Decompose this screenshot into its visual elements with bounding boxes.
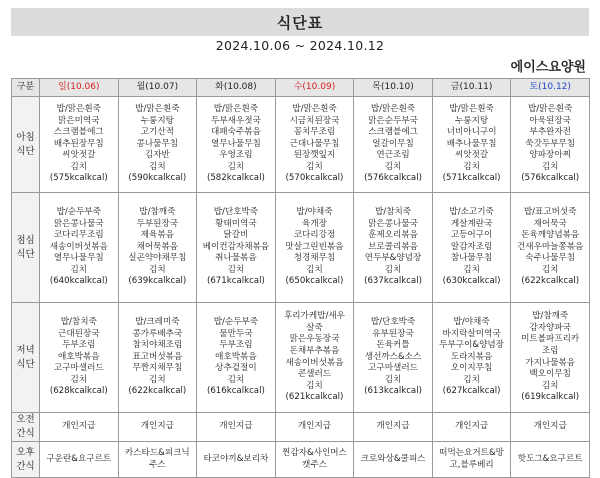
day-header: 월(10.07)	[118, 79, 197, 97]
meal-cell	[511, 442, 590, 478]
menu-item: 두부된장국	[136, 218, 179, 229]
menu-item: 김치	[384, 264, 402, 275]
menu-item: 김치	[541, 161, 559, 172]
menu-item: 맑은미역국	[58, 115, 100, 126]
day-header-row	[12, 79, 590, 97]
menu-item: 배추나물무침	[446, 138, 497, 149]
menu-item: 씨앗젓갈	[62, 150, 96, 161]
menu-item: 스크램블에그	[53, 127, 104, 138]
menu-item: 밥/표고버섯죽	[523, 206, 577, 217]
meal-row-label	[12, 193, 40, 303]
menu-item: 두부조림	[219, 340, 253, 351]
meal-row-label	[12, 303, 40, 413]
menu-item: (616kcalkcal)	[206, 386, 265, 397]
menu-item: 닭갈비	[223, 230, 249, 241]
meal-cell	[118, 442, 197, 478]
menu-item: 밥/참치죽	[60, 316, 97, 327]
menu-item: 너비아니구이	[446, 127, 497, 138]
menu-item: 김치	[541, 264, 559, 275]
menu-item: 코다리무조림	[53, 230, 104, 241]
menu-item: 두부조림	[62, 340, 96, 351]
menu-item: 밥/단호박죽	[213, 206, 259, 217]
menu-item: 맑은우동장국	[289, 334, 340, 345]
menu-item: 배추된장무침	[53, 138, 104, 149]
meal-row-lunch	[12, 193, 590, 303]
menu-item: 김치	[306, 161, 323, 172]
meal-cell	[354, 97, 433, 193]
menu-item: (582kcalkcal)	[206, 173, 265, 184]
menu-item: 숙주나물무침	[525, 253, 576, 264]
meal-row-label-line: 간식	[16, 428, 35, 439]
menu-item: 김치	[463, 374, 480, 385]
meal-cell	[511, 303, 590, 413]
menu-item: 고구마샐러드	[53, 363, 104, 374]
menu-item: 연근조림	[376, 150, 410, 161]
meal-row-label-line: 저녁	[16, 344, 35, 356]
meal-table-body	[12, 97, 590, 478]
menu-item: 김치	[541, 380, 559, 391]
menu-item: 카스타드&피크닉	[124, 447, 190, 458]
menu-item: 맑은콩나물국	[368, 218, 418, 229]
menu-item: 근대나물무침	[289, 138, 340, 149]
menu-item: 밥/맑은흰죽	[370, 103, 416, 114]
meal-cell	[275, 413, 354, 442]
menu-item: 김치	[384, 374, 402, 385]
menu-item: 새송이버섯볶음	[49, 241, 108, 252]
menu-item: 고,블루베리	[449, 459, 494, 470]
menu-item: 얼갈이무침	[372, 138, 414, 149]
menu-item: 제육볶음	[140, 230, 174, 241]
menu-item: 황태미역국	[215, 218, 257, 229]
menu-item: 애호박볶음	[215, 351, 257, 362]
menu-item: (628kcalkcal)	[49, 386, 108, 397]
menu-item: 씨앗젓갈	[454, 150, 489, 161]
meal-cell	[432, 442, 511, 478]
meal-cell	[275, 97, 354, 193]
menu-item: (640kcalkcal)	[49, 276, 108, 287]
menu-item: 고기산적	[140, 127, 174, 138]
organization-name: 에이스요양원	[510, 60, 586, 75]
menu-item: 후리가케밥/새우	[283, 311, 345, 322]
menu-item: 아욱된장국	[529, 115, 571, 126]
menu-item: (590kcalkcal)	[128, 173, 187, 184]
menu-item: 백오이무침	[529, 369, 571, 380]
menu-item: 연두부&양념장	[364, 253, 422, 264]
menu-item: 김치	[149, 264, 166, 275]
menu-item: 김치	[227, 264, 245, 275]
meal-cell	[118, 303, 197, 413]
menu-item: 밥/순두부죽	[56, 206, 101, 217]
meal-row-label-line: 점심	[16, 234, 35, 246]
menu-item: 참나물무침	[450, 253, 493, 264]
menu-item: 김치	[306, 380, 323, 391]
menu-item: 생선까스&소스	[364, 351, 422, 362]
menu-item: 스크램블에그	[368, 127, 418, 138]
meal-cell	[40, 193, 119, 303]
meal-cell	[275, 303, 354, 413]
menu-item: 맑은순두부국	[368, 115, 418, 126]
day-header: 수(10.09)	[275, 79, 354, 97]
menu-item: 알감자조림	[450, 241, 493, 252]
menu-item: 쑥갓두부무침	[525, 138, 576, 149]
meal-row-dinner	[12, 303, 590, 413]
menu-item: 대패숙주볶음	[211, 127, 261, 138]
menu-item: 찐감자&사인머스	[282, 447, 347, 458]
menu-item: 바지락살미역국	[442, 328, 501, 339]
menu-item: 취나물볶음	[215, 253, 257, 264]
menu-item: 김치	[70, 374, 88, 385]
menu-item: 콘샐러드	[297, 369, 332, 380]
menu-item: (637kcalkcal)	[364, 276, 422, 287]
menu-item: 돈육커틀	[376, 340, 410, 351]
menu-item: 누룽지탕	[140, 115, 174, 126]
meal-cell	[197, 97, 276, 193]
menu-item: 크로와상&쿨피스	[360, 453, 426, 464]
menu-item: 밥/참치죽	[374, 206, 412, 217]
menu-item: 상추겉절이	[215, 363, 257, 374]
menu-item: 밥/맑은흰죽	[292, 103, 337, 114]
menu-item: 고등어구이	[450, 230, 493, 241]
menu-item: 고구마샐러드	[368, 363, 418, 374]
meal-cell	[40, 442, 119, 478]
menu-item: (622kcalkcal)	[128, 386, 187, 397]
menu-item: 밥/크레미죽	[135, 316, 180, 327]
date-period: 2024.10.06 ~ 2024.10.12	[215, 38, 385, 53]
menu-item: 개인지급	[533, 421, 567, 432]
menu-item: 타코야끼&보리차	[203, 453, 269, 464]
menu-item: 밥/맑은흰죽	[527, 103, 573, 114]
meal-cell	[432, 193, 511, 303]
menu-item: 실곤약야채무침	[128, 253, 187, 264]
menu-item: 두부새우젓국	[211, 115, 261, 126]
meal-row-label-line: 오후	[16, 446, 35, 458]
meal-row-label-line: 간식	[16, 460, 35, 472]
meal-table	[11, 78, 590, 478]
menu-item: 김치	[227, 161, 245, 172]
menu-item: 개인지급	[62, 421, 96, 432]
meal-row-label-line: 식단	[16, 248, 35, 260]
day-header: 목(10.10)	[354, 79, 433, 97]
menu-item: 김치	[463, 161, 480, 172]
menu-item: 김치	[149, 161, 166, 172]
menu-item: 콩가루배추국	[132, 328, 183, 339]
menu-item: 개인지급	[297, 421, 332, 432]
menu-item: 가지나물볶음	[525, 357, 576, 368]
menu-item: 김치	[227, 374, 245, 385]
menu-item: 재어묵국	[533, 218, 567, 229]
menu-item: 도라지볶음	[450, 351, 493, 362]
menu-item: 열무나물무침	[53, 253, 104, 264]
menu-item: 된장깻잎지	[293, 150, 336, 161]
meal-cell	[40, 303, 119, 413]
menu-item: (621kcalkcal)	[285, 392, 344, 403]
menu-item: 청경채무침	[293, 253, 336, 264]
menu-item: (639kcalkcal)	[128, 276, 187, 287]
meal-row-label	[12, 97, 40, 193]
menu-item: 시금치된장국	[289, 115, 340, 126]
menu-item: 건새우마늘쫑볶음	[516, 241, 584, 252]
menu-item: 개인지급	[140, 421, 174, 432]
menu-item: 밥/맑은흰죽	[135, 103, 180, 114]
menu-item: 김치	[384, 161, 402, 172]
menu-item: 채어묵볶음	[136, 241, 179, 252]
menu-item: 게살계란국	[450, 218, 493, 229]
meal-cell	[275, 193, 354, 303]
menu-item: (622kcalkcal)	[521, 276, 580, 287]
menu-item: 표고버섯볶음	[132, 351, 183, 362]
meal-cell	[197, 303, 276, 413]
menu-item: 떠먹는요거트&망	[439, 447, 504, 458]
menu-item: 돈육깨양념볶음	[521, 230, 580, 241]
menu-item: 조림	[541, 345, 559, 356]
menu-item: 김치	[70, 161, 88, 172]
menu-item: 브로콜리볶음	[368, 241, 418, 252]
menu-item: (630kcalkcal)	[442, 276, 501, 287]
meal-cell	[432, 97, 511, 193]
meal-cell	[432, 413, 511, 442]
menu-item: (576kcalkcal)	[364, 173, 422, 184]
meal-cell	[197, 413, 276, 442]
meal-row-label-line: 아침	[16, 131, 35, 143]
meal-row-am_snack	[12, 413, 590, 442]
menu-item: (671kcalkcal)	[206, 276, 265, 287]
menu-item: 미트볼파프리카	[521, 334, 580, 345]
menu-item: 김치	[463, 264, 480, 275]
menu-item: 구운란&요구르트	[46, 453, 112, 464]
day-header: 일(10.06)	[40, 79, 119, 97]
menu-item: 훈제오리볶음	[368, 230, 418, 241]
menu-item: 밥/참깨죽	[139, 206, 176, 217]
menu-item: 꽁치무조림	[293, 127, 336, 138]
menu-item: 밥/야채죽	[296, 206, 333, 217]
menu-item: 밥/참깨죽	[532, 311, 569, 322]
meal-cell	[511, 97, 590, 193]
menu-item: 개인지급	[376, 421, 410, 432]
meal-cell	[197, 442, 276, 478]
menu-item: 물만두국	[219, 328, 253, 339]
menu-item: 코다리강정	[293, 230, 336, 241]
menu-item: 오이지무침	[450, 363, 493, 374]
menu-item: 캣주스	[302, 459, 327, 470]
menu-item: 애호박볶음	[58, 351, 100, 362]
menu-item: 밥/맑은흰죽	[213, 103, 259, 114]
menu-item: 밥/맑은흰죽	[56, 103, 101, 114]
menu-item: 살죽	[306, 322, 323, 333]
meal-cell	[275, 442, 354, 478]
menu-item: (613kcalkcal)	[364, 386, 422, 397]
menu-item: (650kcalkcal)	[285, 276, 344, 287]
meal-cell	[511, 193, 590, 303]
menu-item: 개인지급	[219, 421, 253, 432]
menu-item: 양파장아찌	[529, 150, 571, 161]
meal-row-pm_snack	[12, 442, 590, 478]
meal-cell	[118, 97, 197, 193]
day-header: 화(10.08)	[197, 79, 276, 97]
menu-item: 개인지급	[454, 421, 489, 432]
menu-item: 김치	[306, 264, 323, 275]
menu-item: (619kcalkcal)	[521, 392, 580, 403]
meal-cell	[197, 193, 276, 303]
menu-item: 열무나물무침	[211, 138, 261, 149]
meal-cell	[432, 303, 511, 413]
meal-row-breakfast	[12, 97, 590, 193]
meal-cell	[511, 413, 590, 442]
menu-item: 밥/단호박죽	[370, 316, 416, 327]
meal-row-label-line: 오전	[16, 414, 35, 425]
menu-item: 유부된장국	[372, 328, 414, 339]
menu-item: 육개장	[302, 218, 327, 229]
menu-item: (571kcalkcal)	[442, 173, 501, 184]
menu-item: 근대된장국	[58, 328, 100, 339]
menu-item: 부추완자전	[529, 127, 571, 138]
menu-item: (576kcalkcal)	[521, 173, 580, 184]
day-header: 금(10.11)	[432, 79, 511, 97]
meal-cell	[354, 303, 433, 413]
meal-row-label-line: 식단	[16, 358, 35, 370]
meal-cell	[40, 97, 119, 193]
meal-cell	[354, 442, 433, 478]
menu-item: 밥/소고기죽	[449, 206, 494, 217]
menu-item: 밥/순두부죽	[213, 316, 259, 327]
menu-item: 김치	[149, 374, 166, 385]
menu-item: 맑은콩나물국	[53, 218, 104, 229]
day-header: 토(10.12)	[511, 79, 590, 97]
menu-item: (570kcalkcal)	[285, 173, 344, 184]
menu-item: 무짠지채무침	[132, 363, 183, 374]
meal-cell	[40, 413, 119, 442]
menu-item: 우엉조림	[219, 150, 253, 161]
menu-item: 밥/맑은흰죽	[449, 103, 494, 114]
menu-item: 김자반	[144, 150, 170, 161]
meal-cell	[354, 413, 433, 442]
menu-item: (627kcalkcal)	[442, 386, 501, 397]
page-title: 식단표	[11, 8, 589, 36]
menu-item: 감자양파국	[529, 322, 571, 333]
menu-item: 새송이버섯볶음	[285, 357, 344, 368]
menu-item: 밥/야채죽	[453, 316, 490, 327]
menu-item: 누룽지탕	[454, 115, 489, 126]
column-header-category: 구분	[12, 79, 40, 97]
menu-item: 두부구이&양념장	[439, 340, 504, 351]
meal-row-label	[12, 413, 40, 442]
meal-cell	[118, 413, 197, 442]
meal-cell	[354, 193, 433, 303]
menu-item: 베이컨감자채볶음	[202, 241, 270, 252]
meal-row-label	[12, 442, 40, 478]
menu-item: 핫도그&요구르트	[517, 453, 583, 464]
meal-cell	[118, 193, 197, 303]
menu-item: (575kcalkcal)	[49, 173, 108, 184]
menu-item: 콩나물무침	[136, 138, 179, 149]
menu-item: 맛살그린빈볶음	[285, 241, 344, 252]
menu-item: 주스	[149, 459, 166, 470]
menu-item: 돈채부추볶음	[289, 345, 340, 356]
meal-row-label-line: 식단	[16, 145, 35, 157]
menu-item: 김치	[70, 264, 88, 275]
menu-item: 참치야채조림	[132, 340, 183, 351]
